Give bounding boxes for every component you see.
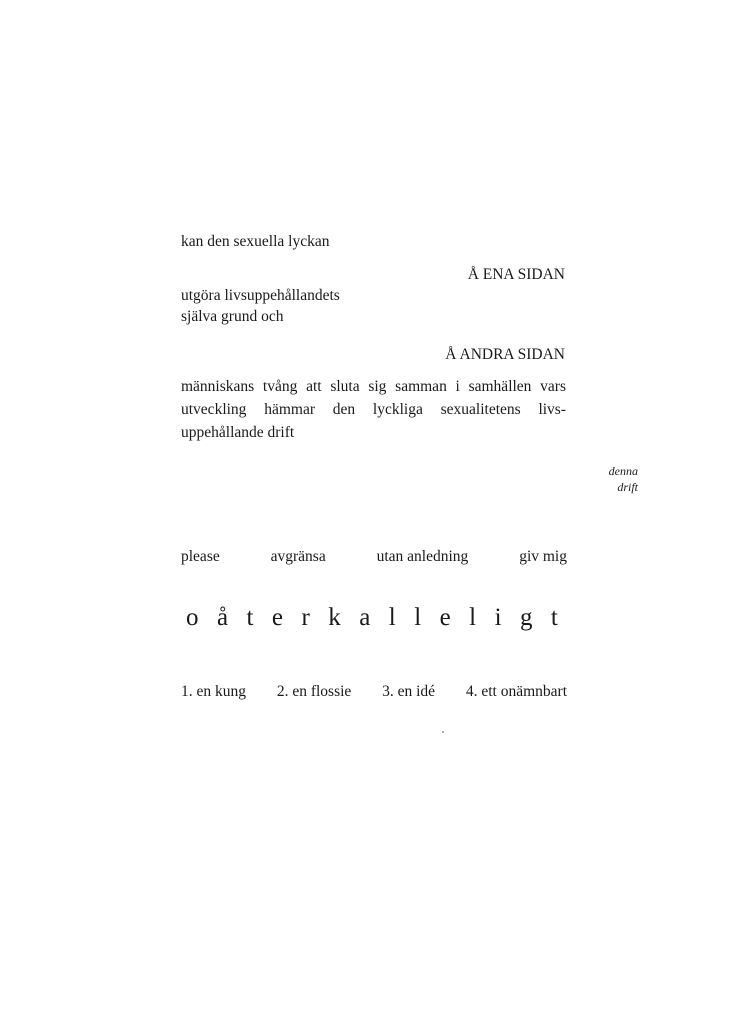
letter: e: [439, 604, 451, 631]
word: avgränsa: [270, 548, 326, 565]
letter: a: [359, 604, 371, 631]
list-item: 3. en idé: [382, 683, 436, 700]
letter: l: [469, 604, 477, 631]
letter: t: [550, 604, 558, 631]
paragraph-line: människans tvång att sluta sig samman i samhällen vars: [181, 378, 566, 395]
letter: e: [271, 604, 284, 631]
letter: l: [414, 604, 422, 631]
letter: k: [328, 604, 341, 631]
words-row: [181, 548, 567, 566]
letter: t: [246, 604, 254, 631]
section-heading-andra: Å ANDRA SIDAN: [445, 346, 565, 363]
word: please: [181, 548, 220, 565]
letter: g: [519, 604, 533, 631]
text-line: kan den sexuella lyckan: [181, 233, 330, 250]
paragraph-line: uppehållande drift: [181, 424, 295, 441]
numbered-list: [181, 683, 567, 701]
list-item: 1. en kung: [181, 683, 247, 700]
margin-note-line: drift: [617, 480, 638, 494]
letter: l: [388, 604, 396, 631]
ink-speck: [442, 731, 444, 733]
margin-note: [580, 463, 638, 495]
list-item: 2. en flossie: [276, 683, 352, 700]
word: giv mig: [519, 548, 567, 565]
letter: r: [301, 604, 310, 631]
text-line: utgöra livsuppehållandets: [181, 287, 340, 304]
text-line: själva grund och: [181, 308, 284, 325]
letter: o: [186, 604, 199, 631]
word: utan anledning: [376, 548, 469, 565]
margin-note-line: denna: [608, 464, 638, 478]
letter: å: [216, 604, 229, 631]
paragraph: [181, 375, 566, 444]
section-heading-ena: Å ENA SIDAN: [467, 266, 565, 283]
letter: i: [494, 604, 502, 631]
list-item: 4. ett onämnbart: [465, 683, 567, 700]
paragraph-line: utveckling hämmar den lyckliga sexualitetens livs-: [181, 401, 566, 418]
spaced-word: [186, 604, 558, 632]
